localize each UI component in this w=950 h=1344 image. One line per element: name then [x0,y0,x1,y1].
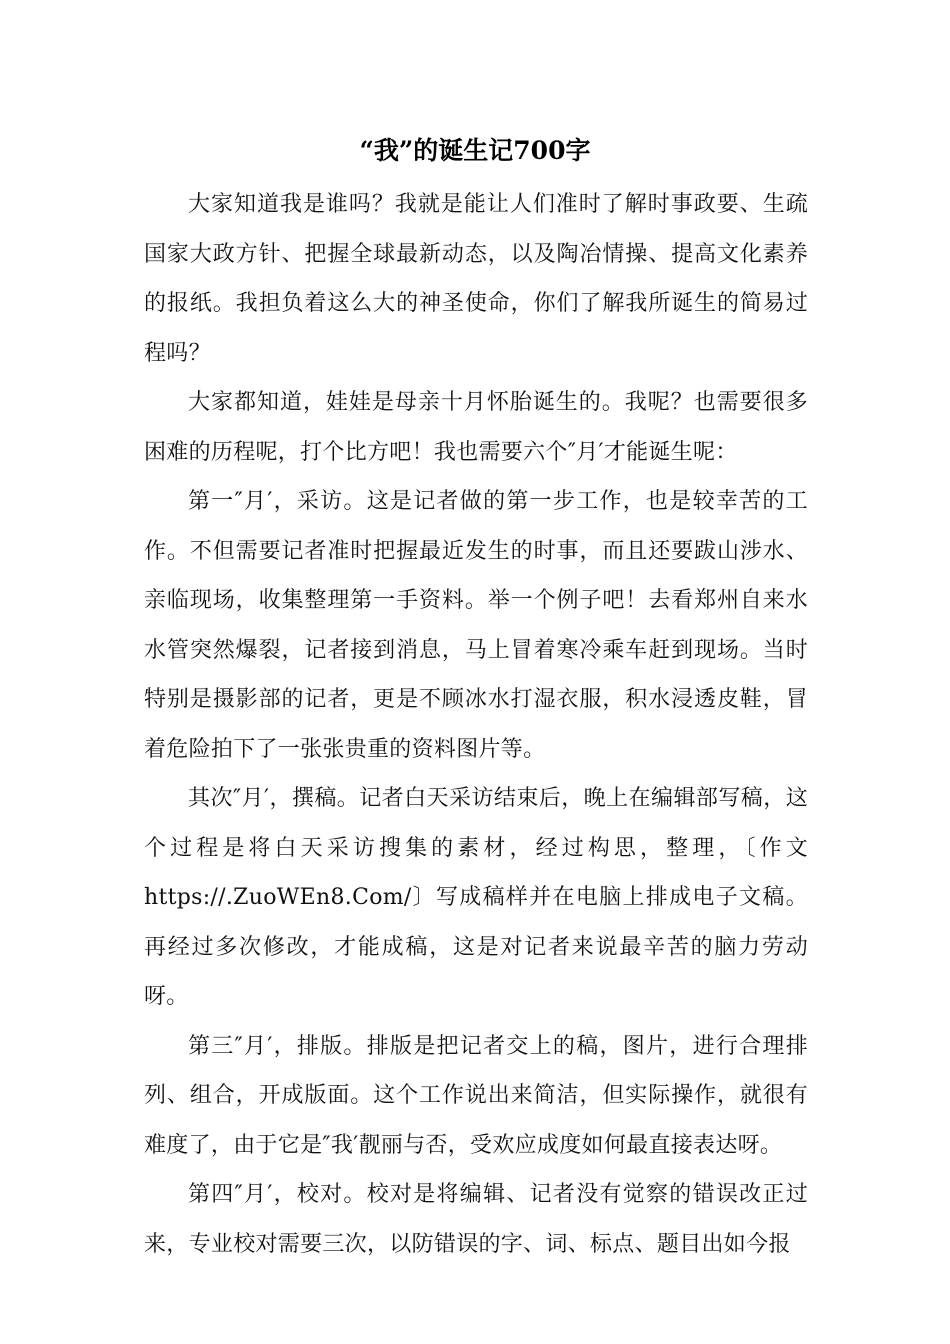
paragraph: 大家知道我是谁吗？我就是能让人们准时了解时事政要、生疏国家大政方针、把握全球最新动态，以及陶冶情操、提高文化素养的报纸。我担负着这么大的神圣使命，你们了解我所诞生的简易过程吗？ [144,192,808,366]
paragraph: 其次″月′，撰稿。记者白天采访结束后，晚上在编辑部写稿，这个过程是将白天采访搜集的素材，经过构思，整理，〔作文https://.ZuoWEn8.Com/〕写成稿样并在电脑上排成电子文稿。再经过多次修改，才能成稿，这是对记者来说最辛苦的脑力劳动呀。 [144,786,808,1009]
document-body [144,180,808,1269]
paragraph: 第四″月′，校对。校对是将编辑、记者没有觉察的错误改正过来，专业校对需要三次，以防错误的字、词、标点、题目出如今报 [144,1182,808,1257]
paragraph: 第一″月′，采访。这是记者做的第一步工作，也是较幸苦的工作。不但需要记者准时把握最近发生的时事，而且还要跋山涉水、亲临现场，收集整理第一手资料。举一个例子吧！去看郑州自来水水管突然爆裂，记者接到消息，马上冒着寒冷乘车赶到现场。当时特别是摄影部的记者，更是不顾冰水打湿衣服，积水浸透皮鞋，冒着危险拍下了一张张贵重的资料图片等。 [144,489,808,762]
paragraph: 第三″月′，排版。排版是把记者交上的稿，图片，进行合理排列、组合，开成版面。这个工作说出来简洁，但实际操作，就很有难度了，由于它是″我′靓丽与否，受欢应成度如何最直接表达呀。 [144,1033,808,1158]
paragraph: 大家都知道，娃娃是母亲十月怀胎诞生的。我呢？也需要很多困难的历程呢，打个比方吧！我也需要六个″月′才能诞生呢： [144,390,808,465]
document-title: “我”的诞生记700字 [359,136,591,165]
